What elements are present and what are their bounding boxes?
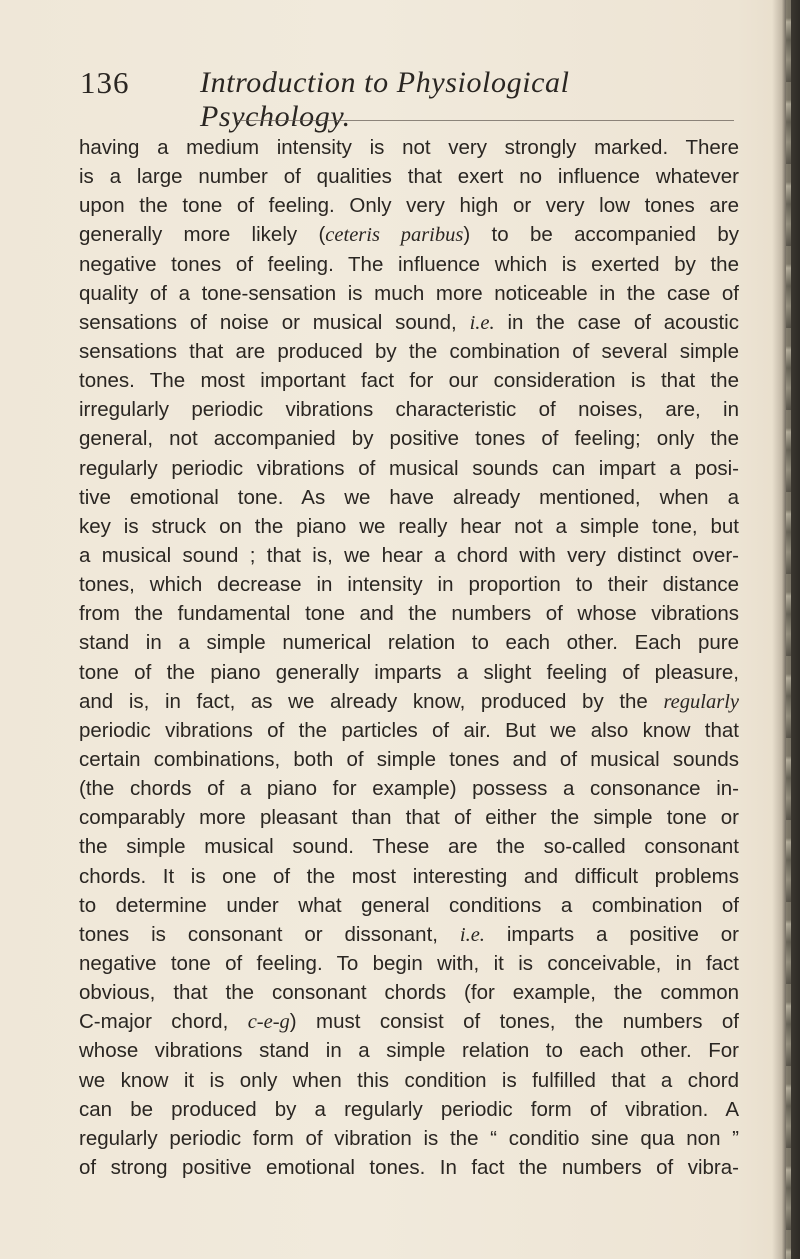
text-segment: irregularly periodic vibrations characteristic of noises, are, in <box>79 398 739 422</box>
text-line <box>79 599 739 628</box>
text-line <box>79 628 739 657</box>
text-line <box>79 570 739 599</box>
text-line <box>79 133 739 162</box>
text-line <box>79 1066 739 1095</box>
text-line <box>79 687 739 716</box>
running-head: Introduction to Physiological Psychology. <box>200 66 570 133</box>
text-line <box>79 424 739 453</box>
text-segment: having a medium intensity is not very strongly marked. There <box>79 136 739 159</box>
text-line <box>79 949 739 978</box>
text-segment: negative tone of feeling. To begin with, it is conceivable, in fact <box>79 951 739 975</box>
text-line <box>79 832 739 861</box>
text-segment: obvious, that the consonant chords (for example, the common <box>79 981 739 1005</box>
italic-text: i.e. <box>469 311 495 334</box>
text-line <box>79 658 739 687</box>
text-segment: we know it is only when this condition is fulfilled that a chord <box>79 1068 739 1092</box>
text-segment: tone of the piano generally imparts a slight feeling of pleasure, <box>79 660 739 684</box>
text-segment: the simple musical sound. These are the so-called consonant <box>79 835 739 859</box>
text-segment: and is, in fact, as we already know, produced by the <box>79 689 664 713</box>
italic-text: i.e. <box>459 923 485 946</box>
text-line <box>79 716 739 745</box>
text-line <box>79 803 739 832</box>
text-line <box>79 366 739 395</box>
text-segment: tive emotional tone. As we have already mentioned, when a <box>79 485 739 509</box>
text-line <box>79 512 739 541</box>
italic-text: c-e-g <box>247 1011 290 1034</box>
text-segment: C-major chord, <box>79 1010 248 1034</box>
text-line <box>79 337 739 366</box>
text-line <box>79 891 739 920</box>
page-number: 136 <box>80 65 130 100</box>
text-segment: key is struck on the piano we really hear not a simple tone, but <box>79 514 739 538</box>
text-line <box>79 162 739 191</box>
text-segment: (the chords of a piano for example) possess a consonance in- <box>79 777 739 801</box>
header-rule <box>236 120 734 121</box>
page-edge-shadow <box>772 0 800 1259</box>
text-segment: ) must consist of tones, the numbers of <box>289 1010 739 1034</box>
page-header <box>80 65 720 133</box>
text-segment: sensations that are produced by the combination of several simple <box>79 339 739 363</box>
text-line <box>79 1124 739 1153</box>
text-segment: certain combinations, both of simple tones and of musical sounds <box>79 747 739 771</box>
text-line <box>79 308 739 337</box>
text-segment: tones. The most important fact for our consideration is that the <box>79 369 739 393</box>
text-segment: tones is consonant or dissonant, <box>79 922 460 946</box>
text-segment: sensations of noise or musical sound, <box>79 310 470 334</box>
text-segment: regularly periodic vibrations of musical sounds can impart a posi- <box>79 456 739 480</box>
text-line <box>79 454 739 483</box>
text-segment: regularly periodic form of vibration is the “ conditio sine qua non ” <box>79 1126 739 1150</box>
text-segment: can be produced by a regularly periodic form of vibration. A <box>79 1097 739 1121</box>
text-segment: to determine under what general conditions a combination of <box>79 893 739 917</box>
text-segment: quality of a tone-sensation is much more noticeable in the case of <box>79 281 739 305</box>
italic-text: regularly <box>663 690 739 713</box>
text-line <box>79 745 739 774</box>
text-segment: ) to be accompanied by <box>463 223 740 247</box>
text-segment: is a large number of qualities that exert no influence whatever <box>79 165 739 189</box>
text-segment: of strong positive emotional tones. In fact the numbers of vibra- <box>79 1155 739 1179</box>
text-line <box>79 1036 739 1065</box>
text-segment: upon the tone of feeling. Only very high or very low tones are <box>79 194 739 218</box>
text-line <box>79 250 739 279</box>
text-segment: comparably more pleasant than that of either the simple tone or <box>79 806 739 830</box>
text-line <box>79 279 739 308</box>
text-line <box>79 191 739 220</box>
text-segment: stand in a simple numerical relation to each other. Each pure <box>79 631 739 655</box>
text-line <box>79 1153 739 1182</box>
text-line <box>79 978 739 1007</box>
text-line <box>79 920 739 949</box>
text-segment: in the case of acoustic <box>494 310 739 334</box>
body-text <box>79 133 739 1182</box>
text-line <box>79 483 739 512</box>
text-segment: general, not accompanied by positive tones of feeling; only the <box>79 427 739 451</box>
text-line <box>79 220 739 249</box>
text-segment: whose vibrations stand in a simple relation to each other. For <box>79 1039 739 1063</box>
text-segment: generally more likely ( <box>79 223 326 247</box>
text-line <box>79 774 739 803</box>
text-line <box>79 1095 739 1124</box>
text-line <box>79 541 739 570</box>
text-segment: negative tones of feeling. The influence which is exerted by the <box>79 252 739 276</box>
text-line <box>79 862 739 891</box>
text-segment: chords. It is one of the most interesting and difficult problems <box>79 864 739 888</box>
text-line <box>79 1007 739 1036</box>
text-segment: from the fundamental tone and the numbers of whose vibrations <box>79 602 739 626</box>
text-segment: a musical sound ; that is, we hear a chord with very distinct over- <box>79 543 739 567</box>
text-segment: periodic vibrations of the particles of air. But we also know that <box>79 718 739 742</box>
italic-text: ceteris paribus <box>325 224 464 247</box>
text-line <box>79 395 739 424</box>
text-segment: tones, which decrease in intensity in proportion to their distance <box>79 573 739 597</box>
text-segment: imparts a positive or <box>484 922 739 946</box>
